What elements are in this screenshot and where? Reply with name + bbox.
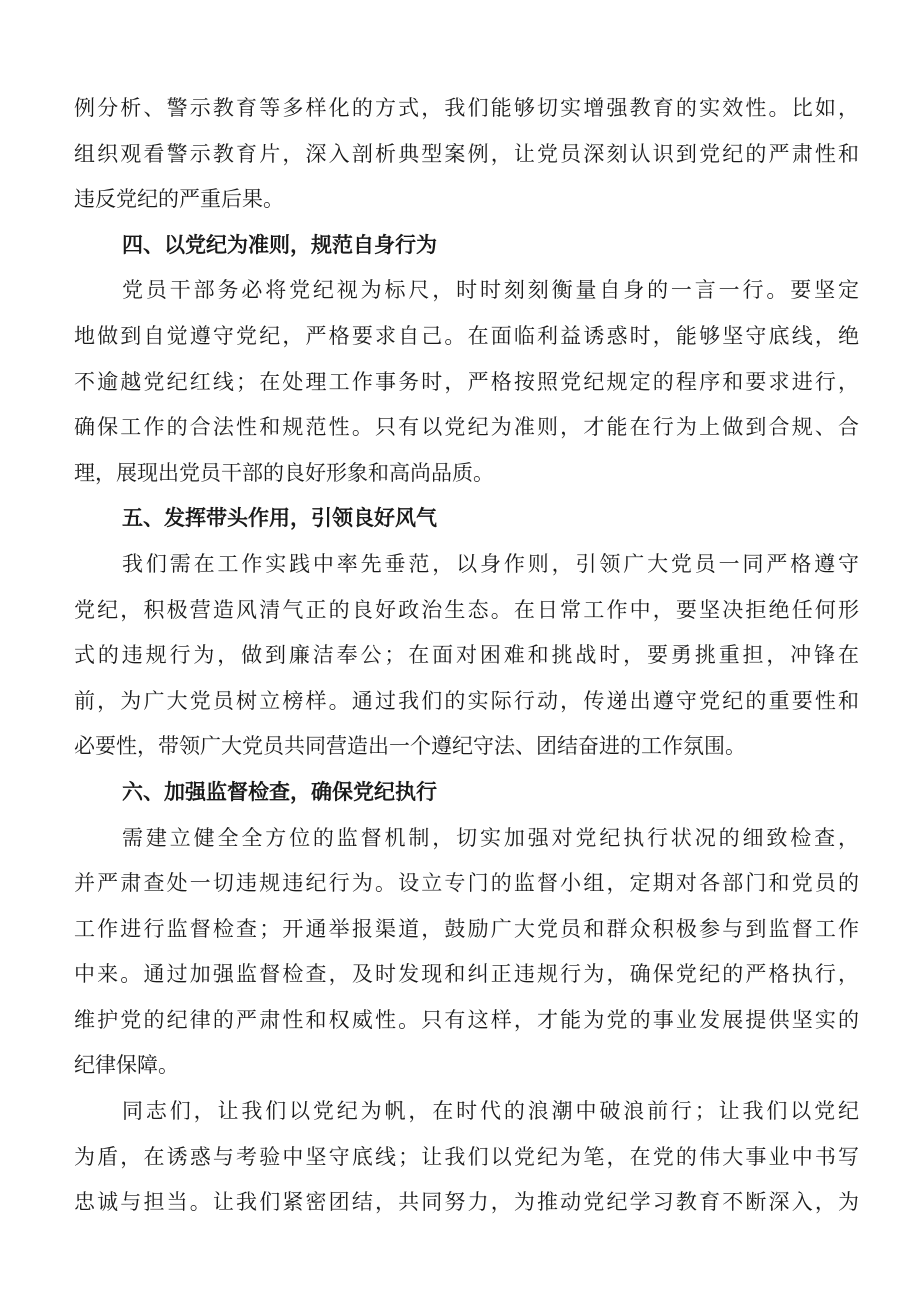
text-line: 需建立健全全方位的监督机制，切实加强对党纪执行状况的细致检查，: [122, 825, 859, 850]
section-heading-5: 五、发挥带头作用，引领良好风气: [122, 506, 437, 531]
section-4-paragraph: [74, 268, 859, 496]
text-line: 前，为广大党员树立榜样。通过我们的实际行动，传递出遵守党纪的重要性和: [74, 688, 859, 713]
text-line: 地做到自觉遵守党纪，严格要求自己。在面临利益诱惑时，能够坚守底线，绝: [74, 323, 859, 348]
text-line: 理，展现出党员干部的良好形象和高尚品质。: [74, 460, 494, 485]
text-line: 并严肃查处一切违规违纪行为。设立专门的监督小组，定期对各部门和党员的: [74, 871, 859, 896]
text-line: 同志们，让我们以党纪为帆，在时代的浪潮中破浪前行；让我们以党纪: [122, 1099, 859, 1124]
text-line: 工作进行监督检查；开通举报渠道，鼓励广大党员和群众积极参与到监督工作: [74, 916, 859, 941]
text-line: 忠诚与担当。让我们紧密团结，共同努力，为推动党纪学习教育不断深入，为: [74, 1190, 859, 1215]
text-line: 违反党纪的严重后果。: [74, 187, 284, 212]
text-line: 必要性，带领广大党员共同营造出一个遵纪守法、团结奋进的工作氛围。: [74, 734, 746, 759]
text-line: 组织观看警示教育片，深入剖析典型案例，让党员深刻认识到党纪的严肃性和: [74, 141, 859, 166]
text-line: 不逾越党纪红线；在处理工作事务时，严格按照党纪规定的程序和要求进行，: [74, 369, 859, 394]
text-line: 纪律保障。: [74, 1053, 179, 1078]
text-line: 我们需在工作实践中率先垂范，以身作则，引领广大党员一同严格遵守: [122, 551, 859, 576]
section-heading-6: 六、加强监督检查，确保党纪执行: [122, 779, 437, 804]
section-heading-4: 四、以党纪为准则，规范自身行为: [122, 232, 437, 257]
paragraph-continued: [74, 86, 859, 223]
text-line: 例分析、警示教育等多样化的方式，我们能够切实增强教育的实效性。比如，: [74, 96, 859, 120]
text-line: 式的违规行为，做到廉洁奉公；在面对困难和挑战时，要勇挑重担，冲锋在: [74, 643, 859, 668]
text-line: 党纪，积极营造风清气正的良好政治生态。在日常工作中，要坚决拒绝任何形: [74, 597, 859, 622]
section-5-paragraph: [74, 542, 859, 770]
document-page: [74, 86, 859, 1226]
text-line: 确保工作的合法性和规范性。只有以党纪为准则，才能在行为上做到合规、合: [74, 415, 859, 440]
closing-paragraph: [74, 1089, 859, 1226]
section-6-paragraph: [74, 816, 859, 1090]
text-line: 维护党的纪律的严肃性和权威性。只有这样，才能为党的事业发展提供坚实的: [74, 1007, 859, 1032]
text-line: 党员干部务必将党纪视为标尺，时时刻刻衡量自身的一言一行。要坚定: [122, 278, 859, 303]
text-line: 中来。通过加强监督检查，及时发现和纠正违规行为，确保党纪的严格执行，: [74, 962, 859, 987]
text-line: 为盾，在诱惑与考验中坚守底线；让我们以党纪为笔，在党的伟大事业中书写: [74, 1144, 859, 1169]
